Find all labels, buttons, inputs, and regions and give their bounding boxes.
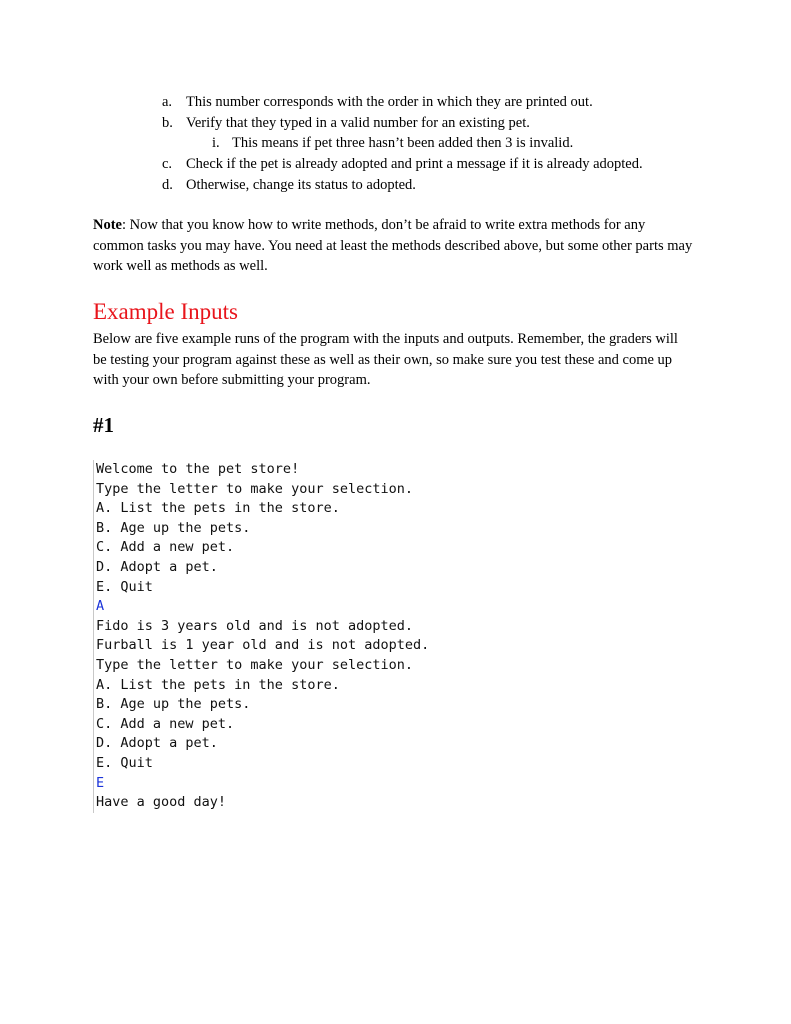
list-marker: c.: [162, 156, 173, 172]
console-line: A. List the pets in the store.: [96, 500, 340, 517]
console-user-input: E: [96, 774, 105, 791]
console-line: Type the letter to make your selection.: [96, 656, 413, 673]
console-line: Fido is 3 years old and is not adopted.: [96, 617, 413, 634]
example-number-heading: #1: [93, 413, 114, 437]
console-line: Furball is 1 year old and is not adopted.: [96, 637, 430, 654]
list-item-text: Verify that they typed in a valid number for an existing pet.: [186, 115, 530, 131]
list-marker: a.: [162, 94, 173, 110]
console-line: C. Add a new pet.: [96, 715, 235, 732]
list-item-text: Otherwise, change its status to adopted.: [186, 177, 416, 193]
console-line: D. Adopt a pet.: [96, 735, 218, 752]
note-label: Note: [93, 217, 122, 233]
note-paragraph: [93, 215, 693, 277]
console-line: Welcome to the pet store!: [96, 461, 300, 477]
intro-paragraph: Below are five example runs of the program with the inputs and outputs. Remember, the graders will be testing your program against these as well as their own, so make sure you test these and come up with your own before submitting your program.: [93, 331, 678, 388]
console-transcript: [93, 460, 429, 813]
console-line: E. Quit: [96, 578, 153, 595]
list-item-text: This number corresponds with the order in which they are printed out.: [186, 94, 593, 110]
section-heading: Example Inputs: [93, 299, 238, 324]
console-line: Type the letter to make your selection.: [96, 480, 413, 497]
console-line: B. Age up the pets.: [96, 696, 251, 713]
console-user-input: A: [96, 598, 105, 615]
list-marker: b.: [162, 115, 173, 131]
console-line: B. Age up the pets.: [96, 519, 251, 536]
list-item-text: Check if the pet is already adopted and print a message if it is already adopted.: [186, 156, 643, 172]
note-text: : Now that you know how to write methods, don’t be afraid to write extra methods for any common tasks you may have. You need at least the methods described above, but some other parts may work well as methods as well.: [93, 217, 693, 274]
console-line: A. List the pets in the store.: [96, 676, 340, 693]
console-line: C. Add a new pet.: [96, 539, 235, 556]
list-marker: i.: [212, 135, 220, 151]
console-line: Have a good day!: [96, 794, 227, 811]
console-line: D. Adopt a pet.: [96, 558, 218, 575]
list-marker: d.: [162, 177, 173, 193]
console-line: E. Quit: [96, 754, 153, 771]
list-item-text: This means if pet three hasn’t been added then 3 is invalid.: [232, 135, 574, 151]
